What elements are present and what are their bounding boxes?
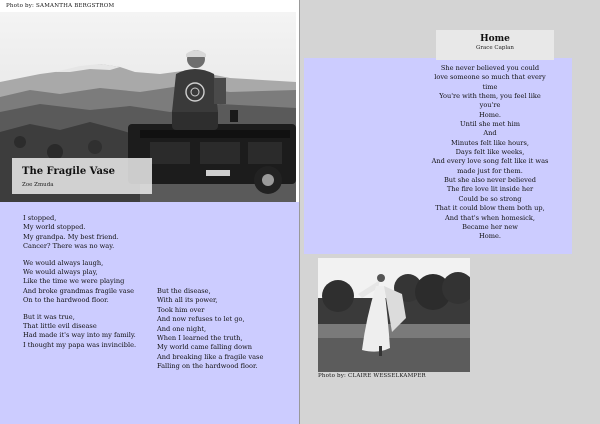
poem-line: We would always laugh, bbox=[23, 258, 104, 267]
stanza bbox=[157, 287, 297, 372]
poem-line: Days felt like weeks, bbox=[455, 148, 525, 157]
poem-line: Like the time we were playing bbox=[23, 277, 125, 286]
photo-credit-bottom: Photo by: CLAIRE WESSELKAMPER bbox=[318, 373, 426, 379]
poem-title: The Fragile Vase bbox=[22, 166, 115, 177]
poem-line: made just for them. bbox=[457, 166, 523, 175]
poem-line: Took him over bbox=[157, 305, 205, 314]
poem-line: But the disease, bbox=[157, 287, 211, 295]
poem-line: She never believed you could bbox=[440, 64, 540, 72]
poem-line: I thought my papa was invincible. bbox=[23, 340, 137, 349]
poem-line: You're with them, you feel like bbox=[439, 92, 541, 101]
stanza bbox=[23, 214, 163, 252]
poem-line: love someone so much that every bbox=[434, 73, 546, 82]
poem-line: And breaking like a fragile vase bbox=[157, 352, 264, 361]
poem-line: I stopped, bbox=[23, 214, 57, 222]
poem-line: Could be so strong bbox=[458, 194, 522, 203]
poem-line: That little evil disease bbox=[23, 322, 97, 331]
field-dancer-photo bbox=[318, 258, 470, 372]
poem-line: Until she met him bbox=[460, 120, 520, 129]
poem-line: Had made it's way into my family. bbox=[23, 331, 136, 340]
poem-line: The fire love lit inside her bbox=[446, 185, 534, 194]
poem-line: Became her new bbox=[462, 222, 518, 231]
poem-line: My world stopped. bbox=[23, 223, 86, 232]
home-poem-lines bbox=[410, 64, 570, 242]
home-title-box bbox=[436, 30, 554, 60]
poem-line: Cancer? There was no way. bbox=[23, 242, 115, 251]
poem-title-box bbox=[12, 158, 152, 194]
poem-author: Zoe Zmuda bbox=[22, 182, 54, 188]
poem-line: My world came falling down bbox=[157, 343, 252, 352]
poem-line: And bbox=[483, 129, 497, 138]
poem-line: Home. bbox=[479, 232, 501, 241]
poem-line: time bbox=[482, 82, 498, 91]
poem-line: But she also never believed bbox=[443, 176, 537, 185]
poem-line: That it could blow them both up, bbox=[435, 204, 545, 213]
poem-panel bbox=[0, 202, 300, 424]
poem-line: Falling on the hardwood floor. bbox=[157, 362, 258, 371]
poem-line: you're bbox=[479, 101, 501, 110]
stanza bbox=[23, 313, 163, 351]
stanza bbox=[23, 259, 163, 306]
poem-column-1 bbox=[23, 214, 163, 357]
poem-line: But it was true, bbox=[23, 312, 75, 321]
poem-line: And broke grandmas fragile vase bbox=[23, 286, 134, 295]
poem-line: And one night, bbox=[157, 324, 207, 333]
poem-column-2 bbox=[157, 287, 297, 379]
poem-line: And that's when homesick, bbox=[445, 213, 535, 222]
poem-line: With all its power, bbox=[157, 296, 218, 305]
poem-line: We would always play, bbox=[23, 268, 98, 277]
poem-line: When I learned the truth, bbox=[157, 334, 243, 343]
home-poem-panel bbox=[304, 58, 572, 254]
poem-line: And every love song felt like it was bbox=[431, 157, 549, 166]
poem-line: My grandpa. My best friend. bbox=[23, 232, 119, 241]
poem-line: Minutes felt like hours, bbox=[451, 138, 529, 147]
home-author: Grace Caplan bbox=[476, 45, 514, 51]
poem-line: And now refuses to let go, bbox=[157, 315, 245, 324]
poem-line: Home. bbox=[479, 110, 501, 119]
home-title: Home bbox=[480, 34, 510, 44]
poem-line: On to the hardwood floor. bbox=[23, 296, 109, 305]
photo-credit: Photo by: SAMANTHA BERGSTROM bbox=[6, 3, 115, 9]
